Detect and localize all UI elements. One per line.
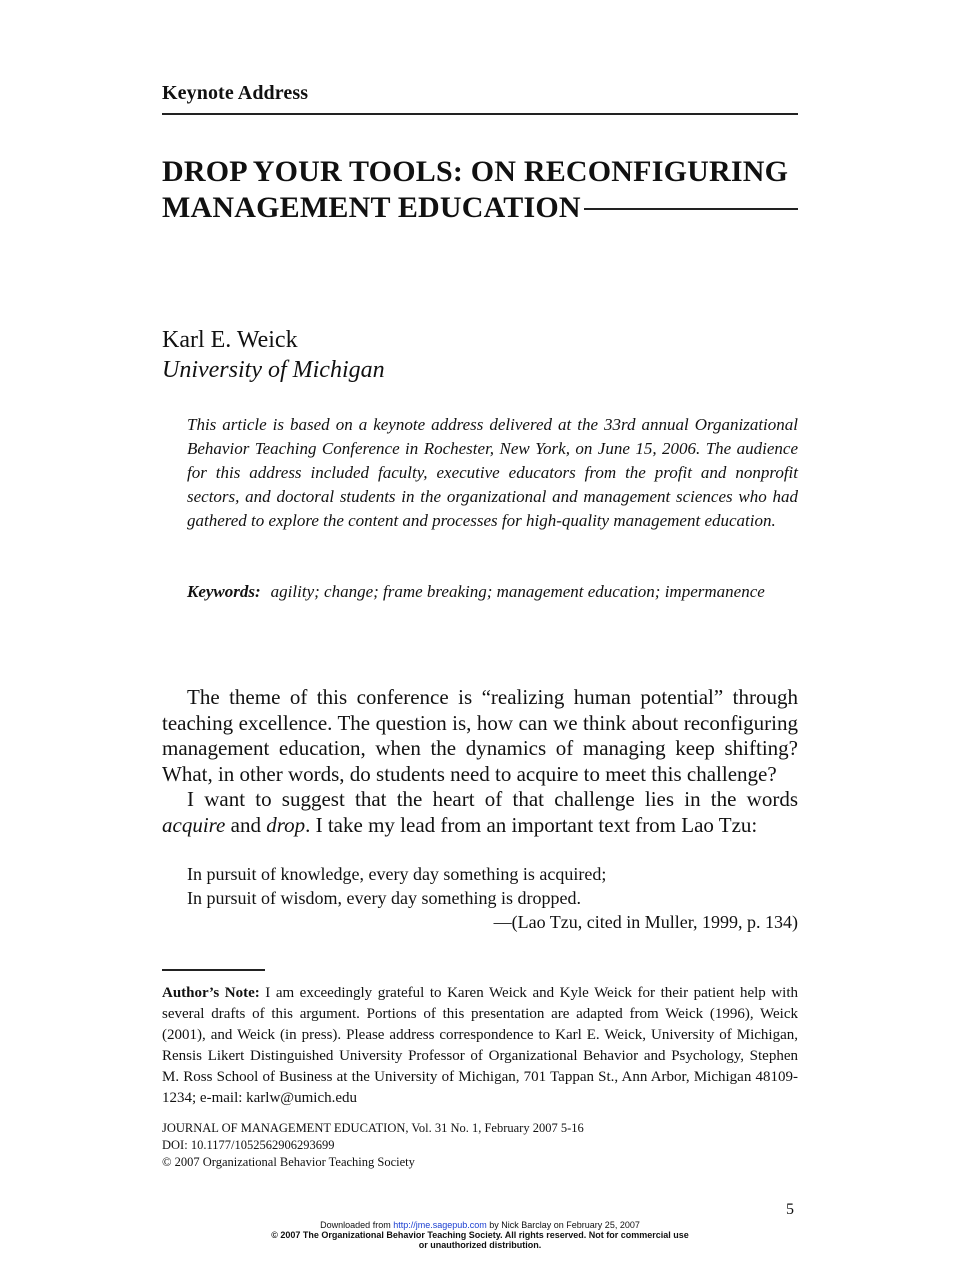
title-line-2: MANAGEMENT EDUCATION [162,191,581,224]
paragraph-2-part-c: . I take my lead from an important text from Lao Tzu: [305,812,758,837]
emphasis-drop: drop [266,812,306,837]
rights-line-1: © 2007 The Organizational Behavior Teaching Society. All rights reserved. Not for commercial use [271,1230,689,1240]
article-title [162,154,812,226]
epigraph-quote [187,862,798,934]
emphasis-acquire: acquire [162,812,226,837]
body-text [162,685,798,838]
journal-doi: DOI: 10.1177/1052562906293699 [162,1138,335,1152]
rights-line-2: or unauthorized distribution. [418,1240,542,1250]
title-rule [584,208,798,210]
quote-citation: —(Lao Tzu, cited in Muller, 1999, p. 134) [493,912,798,932]
title-line-1: DROP YOUR TOOLS: ON RECONFIGURING [162,155,789,188]
author-name: Karl E. Weick [162,327,298,353]
author-affiliation: University of Michigan [162,357,385,383]
journal-info [162,1120,584,1171]
journal-copyright: © 2007 Organizational Behavior Teaching Society [162,1155,415,1169]
keywords-list: agility; change; frame breaking; management education; impermanence [270,582,765,601]
download-suffix: by Nick Barclay on February 25, 2007 [486,1220,640,1230]
paragraph-2-part-a: I want to suggest that the heart of that challenge lies in the words [187,787,798,811]
quote-line-2: In pursuit of wisdom, every day something is dropped. [187,888,581,908]
author-note-text: I am exceedingly grateful to Karen Weick and Kyle Weick for their patient help with several drafts of this argument. Portions of this presentation are adapted from Weick (1996), Weick (2001), and Weick (in press). Please address correspondence to Karl E. Weick, University of Michigan, Rensis Likert Distinguished University Professor of Organizational Behavior and Psychology, Stephen M. Ross School of Business at the University of Michigan, 701 Tappan St., Ann Arbor, Michigan 48109-1234; e-mail: karlw@umich.edu [162,985,798,1106]
download-prefix: Downloaded from [320,1220,394,1230]
page-number: 5 [786,1201,794,1218]
footnote-rule [162,969,265,971]
paragraph-2-part-b: and [225,812,267,837]
keywords [187,580,798,604]
author-note [162,983,798,1109]
download-link[interactable]: http://jme.sagepub.com [393,1220,487,1230]
download-notice [0,1220,960,1230]
keywords-label: Keywords: [187,582,261,601]
author-note-label: Author’s Note: [162,985,260,1001]
journal-citation: JOURNAL OF MANAGEMENT EDUCATION, Vol. 31 No. 1, February 2007 5-16 [162,1121,584,1135]
rights-notice [0,1230,960,1250]
paragraph-2 [162,787,798,838]
quote-line-1: In pursuit of knowledge, every day something is acquired; [187,864,607,884]
header-rule [162,113,798,115]
section-label: Keynote Address [162,82,309,104]
abstract: This article is based on a keynote address delivered at the 33rd annual Organizational Behavior Teaching Conference in Rochester, New York, on June 15, 2006. The audience for this address included faculty, executive educators from the profit and nonprofit sectors, and doctoral students in the organizational and management sciences who had gathered to explore the content and processes for high-quality management education. [187,415,798,530]
paragraph-1: The theme of this conference is “realizing human potential” through teaching excellence. The question is, how can we think about reconfiguring management education, when the dynamics of managing keep shifting? What, in other words, do students need to acquire to meet this challenge? [162,685,798,786]
